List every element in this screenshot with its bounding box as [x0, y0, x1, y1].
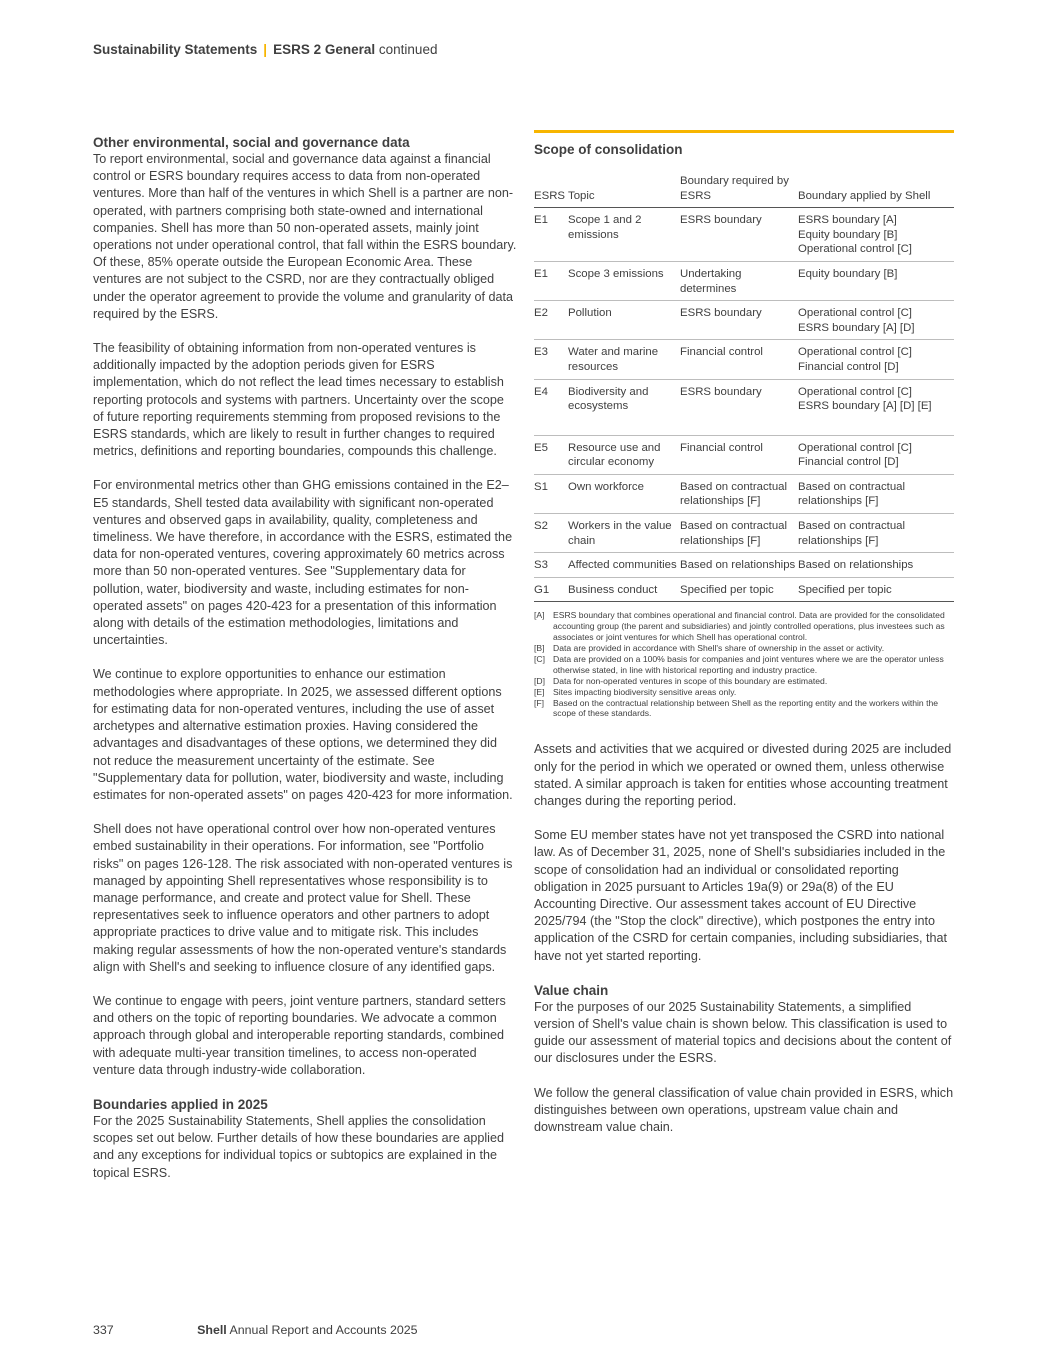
- footnote-text: Data are provided on a 100% basis for companies and joint ventures where we are the operator unless otherwise stated, in line with historical reporting and industry practice.: [553, 653, 944, 675]
- value-chain-paragraph-1: For the purposes of our 2025 Sustainability Statements, a simplified version of Shell's value chain is shown below. This classification is used to guide our assessment of material topics and decisions about the content of our disclosures under the ESRS.: [534, 999, 952, 1066]
- header-separator: |: [263, 42, 268, 57]
- acquisitions-paragraph: Assets and activities that we acquired or divested during 2025 are included only for the period in which we operated or owned them, unless otherwise stated. A similar approach is taken for entities whose accounting treatment changes during the reporting period.: [534, 742, 952, 808]
- table-row: [534, 553, 954, 578]
- col-header-esrs: ESRS: [534, 174, 568, 208]
- cell-required: Based on contractual relationships [F]: [680, 513, 798, 552]
- col-header-topic: Topic: [568, 174, 680, 208]
- cell-applied: [798, 553, 954, 578]
- table-row: [534, 340, 954, 379]
- cell-topic: Biodiversity and ecosystems: [568, 379, 680, 435]
- value-chain-heading: Value chain: [534, 982, 609, 998]
- table-row: [534, 208, 954, 262]
- cell-applied-line: Based on contractual relationships [F]: [798, 480, 906, 508]
- cell-topic: Workers in the value chain: [568, 513, 680, 552]
- header-section: Sustainability Statements: [93, 42, 258, 57]
- cell-esrs: E2: [534, 301, 568, 340]
- footnote-tag: [E]: [534, 686, 545, 697]
- cell-applied-line: ESRS boundary [A]: [798, 214, 897, 227]
- value-chain-paragraph-2: We follow the general classification of value chain provided in ESRS, which distinguishes between own operations, upstream value chain and downstream value chain.: [534, 1085, 954, 1134]
- footnote: [534, 610, 954, 643]
- cell-topic: Scope 1 and 2 emissions: [568, 208, 680, 262]
- footnote-text: Data for non-operated ventures in scope of this boundary are estimated.: [553, 675, 828, 686]
- other-esg-paragraph-6: We continue to engage with peers, joint venture partners, standard setters and others on the topic of reporting boundaries. We advocate a common approach through global and interoperable reporting standards, combined with adequate multi-year transition timelines, to access non-operated venture data through industry-wide collaboration.: [93, 993, 506, 1077]
- other-esg-paragraph-3: For environmental metrics other than GHG emissions contained in the E2–E5 standards, Shell tested data availability with significant non-operated ventures and observed gaps in availability, quality, completeness and timeliness. We have therefore, in accordance with the ESRS, estimated the data for non-operated ventures, covering approximately 60 metrics across more than 50 non-operated ventures. See "Supplementary data for pollution, water, biodiversity and waste, including estimates for non-operated assets" on pages 420-423 for a presentation of this information along with details of the estimation methodologies, limitations and uncertainties.: [93, 478, 513, 648]
- table-row: [534, 513, 954, 552]
- footnote-text: Based on the contractual relationship between Shell as the reporting entity and the workers within the scope of these standards.: [553, 697, 939, 719]
- cell-required: Financial control: [680, 435, 798, 474]
- cell-required: Based on relationships: [680, 553, 798, 578]
- cell-topic: Resource use and circular economy: [568, 435, 680, 474]
- cell-applied-line: Based on contractual relationships [F]: [798, 519, 906, 547]
- table-row: [534, 261, 954, 300]
- footnote: [534, 698, 954, 720]
- footnote-tag: [B]: [534, 643, 545, 653]
- cell-applied-line: Operational control [C]: [798, 346, 912, 359]
- cell-applied-line: Equity boundary [B]: [798, 228, 898, 241]
- scope-footnotes: [534, 610, 954, 719]
- footnote-text: ESRS boundary that combines operational and financial control. Data are provided for the consolidated accounting group (the parent and subsidiaries) and jointly controlled operations, plus investees such as associates or joint ventures for which Shell has operational control.: [553, 610, 945, 643]
- footnote-tag: [C]: [534, 653, 545, 664]
- cell-esrs: E1: [534, 208, 568, 262]
- cell-topic: Water and marine resources: [568, 340, 680, 379]
- boundaries-heading: Boundaries applied in 2025: [93, 1096, 268, 1112]
- cell-required: Financial control: [680, 340, 798, 379]
- scope-table-header: [534, 174, 954, 208]
- footnote: [534, 643, 954, 654]
- footer-brand: Shell: [197, 1323, 227, 1337]
- cell-applied-line: Financial control [D]: [798, 360, 899, 373]
- cell-topic: Affected communities: [568, 553, 680, 578]
- cell-applied: [798, 379, 954, 435]
- table-row: [534, 474, 954, 513]
- cell-applied: [798, 301, 954, 340]
- footnote-text: Sites impacting biodiversity sensitive areas only.: [553, 686, 737, 697]
- csrd-paragraph: Some EU member states have not yet transposed the CSRD into national law. As of December 31, 2025, none of Shell's subsidiaries included in the scope of consolidation had an individual or consolidated reporting obligation in 2025 pursuant to Articles 19a(9) or 29a(8) of the EU Accounting Directive. Our assessment takes account of EU Directive 2025/794 (the "Stop the clock" directive), which postpones the entry into application of the CSRD for certain companies, including subsidiaries, that have not yet started reporting.: [534, 828, 948, 963]
- cell-topic: Pollution: [568, 301, 680, 340]
- cell-applied: [798, 261, 954, 300]
- cell-esrs: E3: [534, 340, 568, 379]
- page-footer: [93, 1323, 418, 1337]
- other-esg-paragraph-2: The feasibility of obtaining information from non-operated ventures is additionally impacted by the adoption periods given for ESRS implementation, which do not reflect the lead times necessary to establish reporting protocols and systems with partners. Uncertainty over the scope of future reporting requirements stemming from proposed revisions to the ESRS standards, which are likely to result in further changes to required metrics, definitions and reporting boundaries, compounds this challenge.: [93, 341, 504, 459]
- table-row: [534, 379, 954, 435]
- cell-applied-line: Operational control [C]: [798, 307, 912, 320]
- cell-applied-line: Based on relationships: [798, 559, 914, 572]
- header-subsection: ESRS 2 General: [273, 42, 376, 57]
- other-esg-paragraph-4: We continue to explore opportunities to enhance our estimation methodologies where appropriate. In 2025, we assessed different options for estimating data for non-operated ventures, including the use of asset archetypes and alternative estimation proxies. Having considered the advantages and disadvantages of these options, we determined they did not reduce the measurement uncertainty of the estimate. See "Supplementary data for pollution, water, biodiversity and waste, including estimates for non-operated assets" on pages 420-423 for more information.: [93, 667, 513, 802]
- col-header-applied: Boundary applied by Shell: [798, 174, 954, 208]
- cell-applied-line: ESRS boundary [A] [D]: [798, 321, 915, 334]
- cell-topic: Own workforce: [568, 474, 680, 513]
- cell-applied-line: Specified per topic: [798, 583, 892, 596]
- cell-applied: [798, 513, 954, 552]
- cell-applied-line: Financial control [D]: [798, 456, 899, 469]
- right-column: [534, 130, 954, 1136]
- cell-topic: Business conduct: [568, 577, 680, 602]
- footnote-tag: [D]: [534, 675, 545, 686]
- cell-applied: [798, 340, 954, 379]
- header-suffix: continued: [378, 42, 438, 57]
- other-esg-paragraph-5: Shell does not have operational control over how non-operated ventures embed sustainability in their operations. For information, see "Portfolio risks" on pages 126-128. The risk associated with non-operated ventures is managed by appointing Shell representatives whose responsibility is to manage performance, and create and protect value for Shell. These representatives seek to influence operators and other partners to adopt appropriate practices to drive value and to mitigate risk. This includes making regular assessments of how the non-operated venture's standards align with Shell's and seeking to influence closure of any identified gaps.: [93, 822, 513, 974]
- page-number: 337: [93, 1323, 114, 1337]
- cell-required: ESRS boundary: [680, 301, 798, 340]
- table-row: [534, 435, 954, 474]
- footnote-tag: [F]: [534, 697, 545, 708]
- cell-esrs: E5: [534, 435, 568, 474]
- footnote-tag: [A]: [534, 610, 545, 621]
- cell-esrs: S3: [534, 553, 568, 578]
- cell-required: ESRS boundary: [680, 379, 798, 435]
- footnote: [534, 687, 954, 698]
- cell-applied-line: Equity boundary [B]: [798, 267, 898, 280]
- cell-applied-line: Operational control [C]: [798, 385, 912, 398]
- cell-esrs: G1: [534, 577, 568, 602]
- cell-required: Based on contractual relationships [F]: [680, 474, 798, 513]
- cell-esrs: E1: [534, 261, 568, 300]
- scope-table: [534, 174, 954, 602]
- cell-esrs: E4: [534, 379, 568, 435]
- page-header: [93, 42, 437, 57]
- cell-applied: [798, 435, 954, 474]
- footer-report-title: Annual Report and Accounts 2025: [229, 1323, 418, 1337]
- boundaries-paragraph: For the 2025 Sustainability Statements, Shell applies the consolidation scopes set out below. Further details of how these boundaries are applied and any exceptions for individual topics or subtopics are explained in the topical ESRS.: [93, 1113, 504, 1180]
- cell-applied: [798, 474, 954, 513]
- cell-required: Specified per topic: [680, 577, 798, 602]
- cell-applied-line: Operational control [C]: [798, 441, 912, 454]
- table-row: [534, 301, 954, 340]
- cell-required: Undertaking determines: [680, 261, 798, 300]
- cell-esrs: S1: [534, 474, 568, 513]
- cell-topic: Scope 3 emissions: [568, 261, 680, 300]
- left-column: [93, 134, 517, 1182]
- other-esg-paragraph-1: To report environmental, social and governance data against a financial control or ESRS boundary requires access to data from non-operated ventures. More than half of the ventures in which Shell is a partner are non-operated, with partners comprising both state-owned and international companies. Shell has more than 50 non-operated assets, mainly joint operations not under operational control, that fall within the ESRS boundary. Of these, 85% operate outside the European Economic Area. These ventures are not subject to the CSRD, nor are they contractually obliged under the operator agreement to provide the volume and granularity of data required by the ESRS.: [93, 152, 517, 321]
- cell-applied-line: Operational control [C]: [798, 243, 912, 256]
- cell-applied: [798, 577, 954, 602]
- cell-applied: [798, 208, 954, 262]
- table-row: [534, 577, 954, 602]
- scope-accent-rule: [534, 130, 954, 133]
- col-header-required: Boundary required by ESRS: [680, 174, 798, 208]
- other-esg-heading: Other environmental, social and governance data: [93, 135, 410, 150]
- footnote: [534, 676, 954, 687]
- right-body: [534, 741, 954, 1136]
- cell-required: ESRS boundary: [680, 208, 798, 262]
- cell-esrs: S2: [534, 513, 568, 552]
- footnote-text: Data are provided in accordance with Shell's share of ownership in the asset or activity.: [553, 643, 885, 653]
- footnote: [534, 654, 954, 676]
- scope-title: Scope of consolidation: [534, 142, 683, 157]
- cell-applied-line: ESRS boundary [A] [D] [E]: [798, 400, 932, 413]
